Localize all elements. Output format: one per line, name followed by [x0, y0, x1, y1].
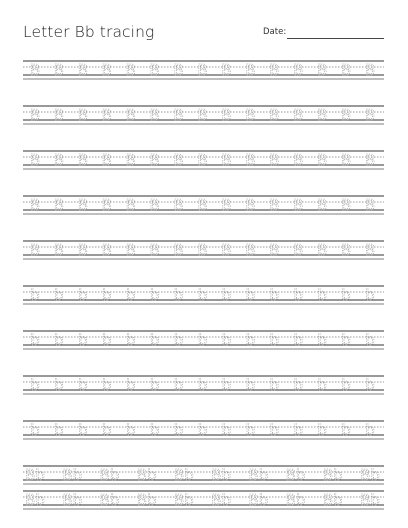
- trace-letter: Bb: [211, 466, 232, 484]
- tracing-row: [23, 61, 384, 79]
- trace-letter: b: [365, 421, 375, 439]
- tracing-row: [23, 331, 384, 349]
- trace-letter: b: [102, 331, 112, 349]
- trace-letter: b: [221, 286, 232, 304]
- trace-letter: B: [269, 196, 280, 214]
- trace-letter: B: [340, 241, 352, 259]
- trace-letter: B: [364, 106, 376, 124]
- trace-letter: B: [149, 61, 160, 79]
- trace-letter: B: [77, 61, 89, 79]
- trace-letter: B: [101, 241, 112, 259]
- tracing-row: [23, 151, 384, 169]
- trace-letter: Bb: [62, 466, 83, 484]
- trace-letter: b: [197, 421, 208, 439]
- trace-letter: B: [293, 106, 304, 124]
- trace-letter: B: [53, 61, 65, 79]
- trace-letter: Bb: [62, 491, 83, 509]
- trace-letter: b: [173, 286, 184, 304]
- trace-letter: b: [317, 331, 327, 349]
- trace-letter: b: [197, 286, 208, 304]
- trace-letter: B: [269, 106, 280, 124]
- trace-letter: B: [101, 106, 112, 124]
- trace-letter: b: [317, 286, 327, 304]
- trace-letter: b: [102, 376, 112, 394]
- trace-letter: b: [293, 286, 303, 304]
- trace-letter: B: [316, 196, 328, 214]
- trace-letter: b: [173, 421, 184, 439]
- trace-letter: B: [340, 106, 352, 124]
- trace-letter: b: [54, 376, 64, 394]
- trace-letter: b: [341, 286, 351, 304]
- tracing-rows: [23, 61, 384, 509]
- trace-letter: b: [197, 376, 208, 394]
- trace-letter: B: [340, 151, 352, 169]
- trace-letter: B: [77, 151, 89, 169]
- trace-letter: b: [245, 331, 256, 349]
- trace-letter: b: [102, 421, 112, 439]
- trace-letter: b: [317, 421, 327, 439]
- trace-letter: b: [269, 376, 280, 394]
- trace-letter: B: [197, 61, 208, 79]
- trace-letter: b: [365, 286, 375, 304]
- trace-letter: B: [269, 151, 280, 169]
- trace-letter: B: [149, 151, 160, 169]
- trace-letter: Bb: [136, 466, 157, 484]
- trace-letter: B: [364, 61, 376, 79]
- trace-letter: B: [29, 196, 41, 214]
- trace-letter: B: [197, 151, 208, 169]
- tracing-row: [23, 376, 384, 394]
- trace-letter: Bb: [322, 491, 343, 509]
- trace-letter: b: [221, 421, 232, 439]
- trace-letter: b: [197, 331, 208, 349]
- trace-letter: B: [149, 241, 160, 259]
- date-label: Date:: [263, 27, 287, 37]
- trace-letter: B: [29, 241, 41, 259]
- trace-letter: Bb: [322, 466, 343, 484]
- trace-letter: Bb: [136, 491, 157, 509]
- trace-letter: Bb: [360, 491, 380, 509]
- trace-letter: b: [125, 286, 136, 304]
- trace-letter: B: [245, 151, 256, 169]
- trace-letter: b: [293, 331, 303, 349]
- trace-letter: b: [365, 331, 375, 349]
- trace-letter: B: [197, 196, 208, 214]
- trace-letter: b: [102, 286, 112, 304]
- trace-letter: B: [173, 241, 184, 259]
- trace-letter: Bb: [99, 466, 120, 484]
- trace-letter: b: [149, 376, 160, 394]
- tracing-row: [23, 286, 384, 304]
- trace-letter: B: [293, 61, 304, 79]
- trace-letter: B: [340, 61, 352, 79]
- tracing-row: [23, 466, 384, 484]
- trace-letter: b: [30, 376, 40, 394]
- trace-letter: b: [293, 421, 303, 439]
- trace-letter: B: [29, 106, 41, 124]
- trace-letter: B: [221, 196, 232, 214]
- trace-letter: b: [221, 376, 232, 394]
- trace-letter: Bb: [173, 491, 194, 509]
- trace-letter: b: [245, 286, 256, 304]
- trace-letter: B: [125, 151, 136, 169]
- trace-letter: b: [341, 421, 351, 439]
- trace-letter: B: [29, 151, 41, 169]
- trace-letter: b: [173, 331, 184, 349]
- trace-letter: B: [101, 151, 112, 169]
- trace-letter: B: [125, 241, 136, 259]
- trace-letter: b: [341, 376, 351, 394]
- trace-letter: B: [197, 106, 208, 124]
- trace-letter: B: [269, 241, 280, 259]
- trace-letter: b: [78, 331, 88, 349]
- trace-letter: b: [54, 331, 64, 349]
- trace-letter: B: [77, 196, 89, 214]
- trace-letter: b: [173, 376, 184, 394]
- trace-letter: B: [316, 106, 328, 124]
- trace-letter: B: [149, 106, 160, 124]
- trace-letter: b: [245, 421, 256, 439]
- trace-letter: B: [293, 196, 304, 214]
- trace-letter: b: [149, 421, 160, 439]
- trace-letter: B: [53, 106, 65, 124]
- trace-letter: B: [173, 61, 184, 79]
- trace-letter: B: [269, 61, 280, 79]
- tracing-row: [23, 421, 384, 439]
- trace-letter: b: [30, 421, 40, 439]
- trace-letter: B: [340, 196, 352, 214]
- trace-letter: B: [53, 241, 65, 259]
- trace-letter: b: [78, 376, 88, 394]
- trace-letter: B: [316, 61, 328, 79]
- trace-letter: Bb: [99, 491, 120, 509]
- tracing-row: [23, 241, 384, 259]
- trace-letter: Bb: [285, 466, 306, 484]
- trace-letter: B: [316, 241, 328, 259]
- trace-letter: b: [30, 331, 40, 349]
- trace-letter: B: [77, 241, 89, 259]
- trace-letter: b: [365, 376, 375, 394]
- trace-letter: B: [221, 151, 232, 169]
- trace-letter: b: [269, 331, 280, 349]
- trace-letter: b: [293, 376, 303, 394]
- trace-letter: b: [317, 376, 327, 394]
- trace-letter: B: [197, 241, 208, 259]
- trace-letter: b: [125, 331, 136, 349]
- trace-letter: Bb: [285, 491, 306, 509]
- trace-letter: B: [77, 106, 89, 124]
- trace-letter: B: [293, 151, 304, 169]
- trace-letter: Bb: [25, 466, 45, 484]
- tracing-row: [23, 196, 384, 214]
- trace-letter: b: [269, 421, 280, 439]
- trace-letter: b: [149, 286, 160, 304]
- trace-letter: Bb: [173, 466, 194, 484]
- trace-letter: b: [125, 421, 136, 439]
- worksheet-title: Letter Bb tracing: [23, 23, 155, 41]
- trace-letter: B: [293, 241, 304, 259]
- trace-letter: B: [221, 61, 232, 79]
- trace-letter: Bb: [360, 466, 380, 484]
- trace-letter: B: [245, 196, 256, 214]
- trace-letter: B: [364, 196, 376, 214]
- trace-letter: B: [316, 151, 328, 169]
- trace-letter: B: [173, 106, 184, 124]
- trace-letter: b: [341, 331, 351, 349]
- trace-letter: B: [221, 106, 232, 124]
- trace-letter: B: [245, 241, 256, 259]
- trace-letter: b: [125, 376, 136, 394]
- trace-letter: B: [149, 196, 160, 214]
- trace-letter: b: [78, 286, 88, 304]
- trace-letter: B: [53, 196, 65, 214]
- trace-letter: Bb: [25, 491, 45, 509]
- tracing-row: [23, 106, 384, 124]
- trace-letter: b: [54, 286, 64, 304]
- trace-letter: B: [125, 106, 136, 124]
- trace-letter: B: [245, 61, 256, 79]
- trace-letter: b: [221, 331, 232, 349]
- trace-letter: B: [245, 106, 256, 124]
- trace-letter: b: [269, 286, 280, 304]
- trace-letter: B: [364, 151, 376, 169]
- trace-letter: B: [53, 151, 65, 169]
- trace-letter: Bb: [211, 491, 232, 509]
- trace-letter: B: [101, 196, 112, 214]
- trace-letter: b: [30, 286, 40, 304]
- trace-letter: b: [245, 376, 256, 394]
- trace-letter: B: [125, 196, 136, 214]
- trace-letter: Bb: [248, 466, 269, 484]
- trace-letter: b: [54, 421, 64, 439]
- trace-letter: b: [78, 421, 88, 439]
- trace-letter: B: [173, 196, 184, 214]
- trace-letter: B: [364, 241, 376, 259]
- trace-letter: B: [29, 61, 41, 79]
- trace-letter: B: [101, 61, 112, 79]
- trace-letter: Bb: [248, 491, 269, 509]
- trace-letter: b: [149, 331, 160, 349]
- trace-letter: B: [125, 61, 136, 79]
- trace-letter: B: [221, 241, 232, 259]
- tracing-row: [23, 491, 384, 509]
- trace-letter: B: [173, 151, 184, 169]
